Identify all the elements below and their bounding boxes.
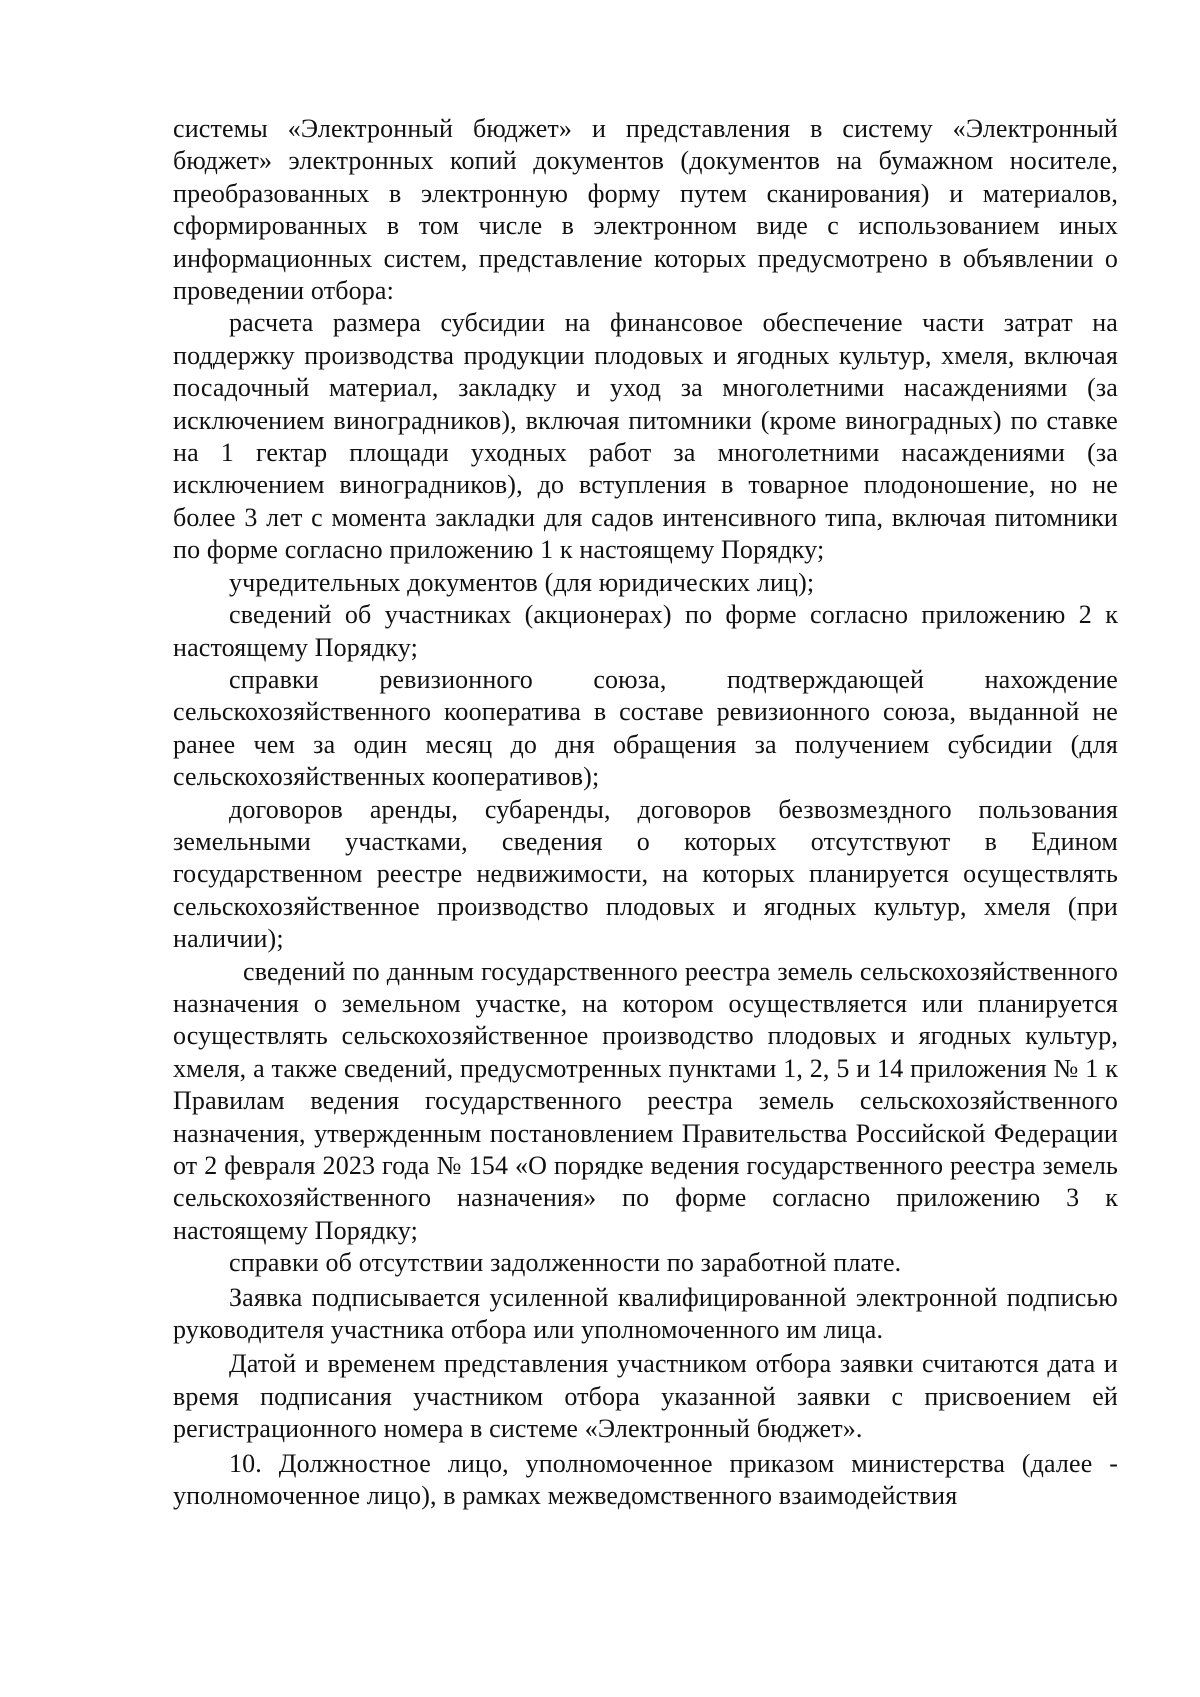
document-body xyxy=(173,113,1118,1512)
paragraph-audit-union: справки ревизионного союза, подтверждающей нахождение сельскохозяйственного кооператива в составе ревизионного союза, выданной не ранее чем за один месяц до дня обращения за получением субсидии (для сельскохозяйственных кооперативов); xyxy=(173,664,1118,792)
paragraph-salary-debt: справки об отсутствии задолженности по заработной плате. xyxy=(229,1248,902,1278)
paragraph-shareholders: сведений об участниках (акционерах) по форме согласно приложению 2 к настоящему Порядку; xyxy=(173,600,1118,662)
paragraph-founding-documents: учредительных документов (для юридических лиц); xyxy=(229,567,815,597)
paragraph-lease-agreements: договоров аренды, субаренды, договоров безвозмездного пользования земельными участками, сведения о которых отсутствуют в Едином государственном реестре недвижимости, на которых планируется осуществлять сельскохозяйственное производство плодовых и ягодных культур, хмеля (при наличии); xyxy=(173,794,1118,954)
paragraph-submission-date: Датой и временем представления участником отбора заявки считаются дата и время подписания участником отбора указанной заявки с присвоением ей регистрационного номера в системе «Электронный бюджет». xyxy=(173,1349,1118,1444)
paragraph-item-10: 10. Должностное лицо, уполномоченное приказом министерства (далее - уполномоченное лицо), в рамках межведомственного взаимодействия xyxy=(173,1448,1118,1511)
paragraph-land-registry: сведений по данным государственного реестра земель сельскохозяйственного назначения о земельном участке, на котором осуществляется или планируется осуществлять сельскохозяйственное производство плодовых и ягодных культур, хмеля, а также сведений, предусмотренных пунктами 1, 2, 5 и 14 приложения № 1 к Правилам ведения государственного реестра земель сельскохозяйственного назначения, утвержденным постановлением Правительства Российской Федерации от 2 февраля 2023 года № 154 «О порядке ведения государственного реестра земель сельскохозяйственного назначения» по форме согласно приложению 3 к настоящему Порядку; xyxy=(173,956,1118,1245)
paragraph-continuation: системы «Электронный бюджет» и представления в систему «Электронный бюджет» электронных копий документов (документов на бумажном носителе, преобразованных в электронную форму путем сканирования) и материалов, сформированных в том числе в электронном виде с использованием иных информационных систем, представление которых предусмотрено в объявлении о проведении отбора: xyxy=(173,114,1118,306)
paragraph-signature: Заявка подписывается усиленной квалифицированной электронной подписью руководителя участника отбора или уполномоченного им лица. xyxy=(173,1282,1118,1345)
paragraph-calculation: расчета размера субсидии на финансовое обеспечение части затрат на поддержку производства продукции плодовых и ягодных культур, хмеля, включая посадочный материал, закладку и уход за многолетними насаждениями (за исключением виноградников), включая питомники (кроме виноградных) по ставке на 1 гектар площади уходных работ за многолетними насаждениями (за исключением виноградников), до вступления в товарное плодоношение, но не более 3 лет с момента закладки для садов интенсивного типа, включая питомники по форме согласно приложению 1 к настоящему Порядку; xyxy=(173,308,1118,565)
